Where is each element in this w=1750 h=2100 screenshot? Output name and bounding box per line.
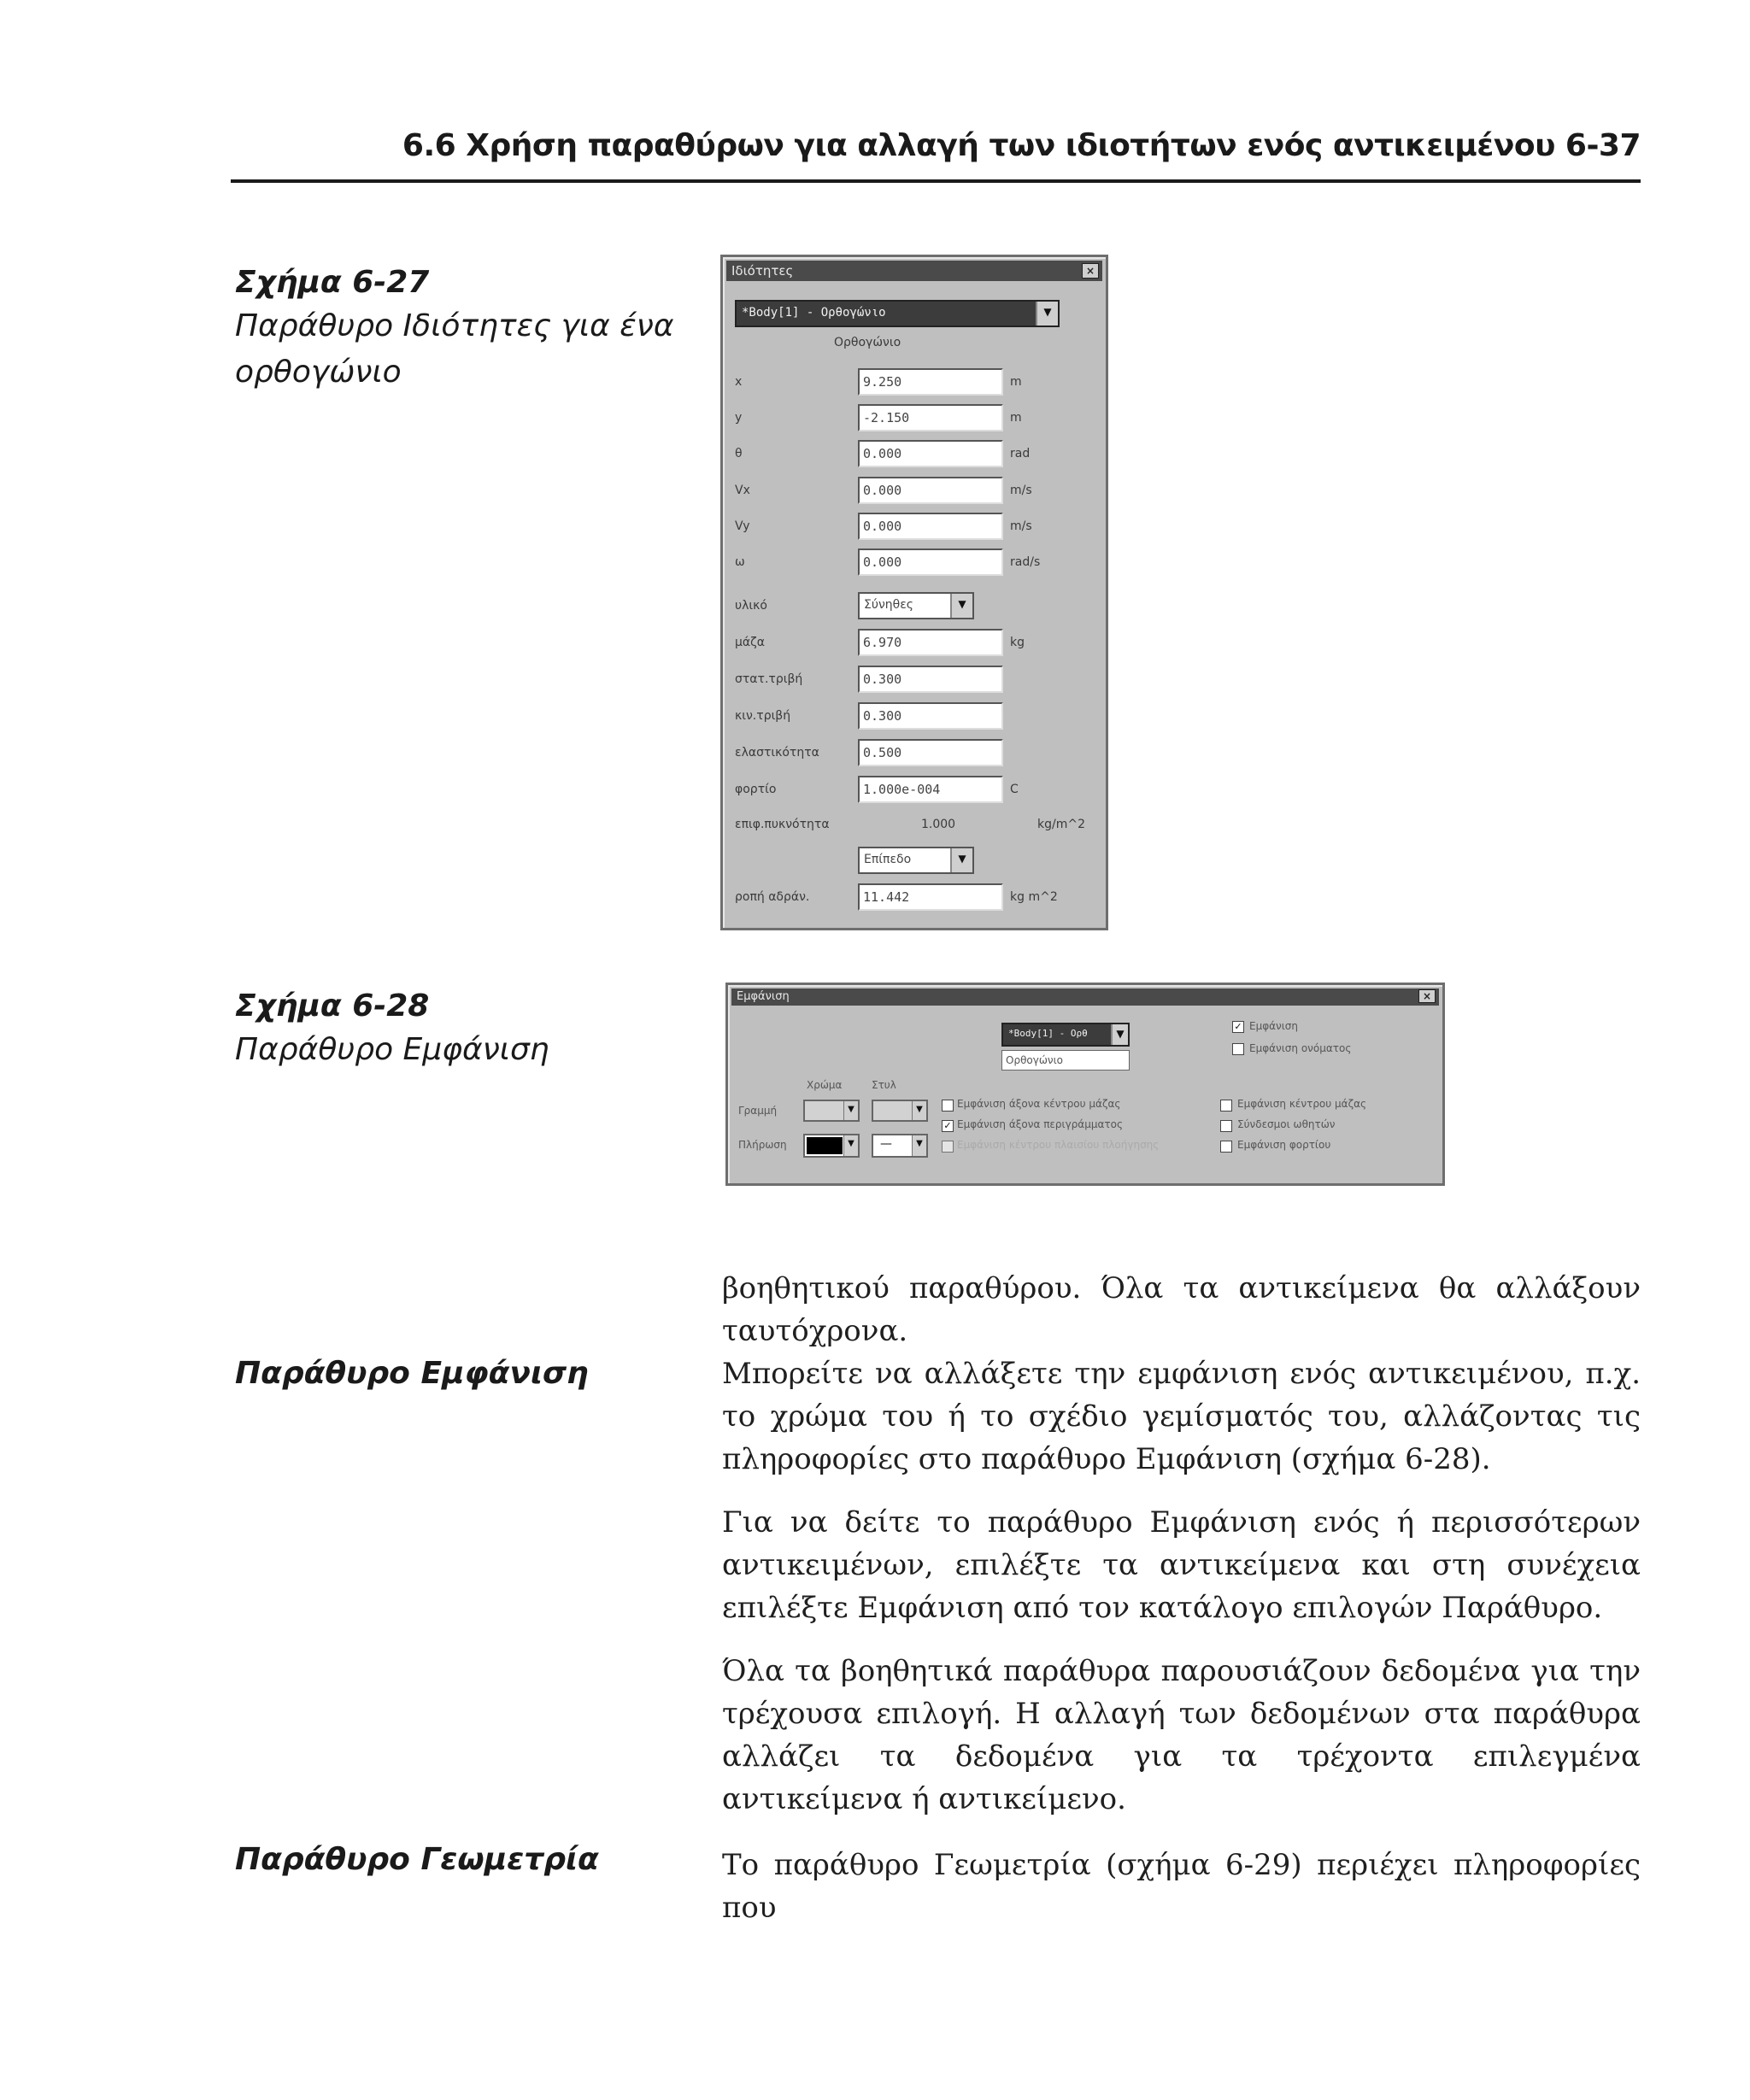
- object-select[interactable]: [735, 300, 1060, 327]
- show-charge-checkbox[interactable]: [1220, 1141, 1232, 1153]
- fill-color-swatch: [807, 1137, 843, 1154]
- chevron-down-icon[interactable]: ▼: [950, 594, 972, 618]
- chevron-down-icon[interactable]: ▼: [950, 848, 972, 872]
- close-icon[interactable]: ×: [1082, 263, 1099, 279]
- show-checkbox[interactable]: ✓: [1232, 1021, 1244, 1033]
- line-style-select[interactable]: [872, 1100, 928, 1122]
- paragraph-3: Για να δείτε το παράθυρο Εμφάνιση ενός ή περισσότερων αντικειμένων, επιλέξτε τα αντικείμενα και στη συνέχεια επιλέξτε Εμφάνιση από τον κατάλογο επιλογών Παράθυρο.: [722, 1505, 1641, 1625]
- properties-titlebar: [726, 261, 1102, 281]
- row-label: μάζα: [735, 636, 765, 649]
- style-column-header: Στυλ: [872, 1079, 896, 1091]
- appearance-window: [725, 983, 1445, 1186]
- line-row-label: Γραμμή: [738, 1105, 778, 1117]
- inertia-label: ροπή αδράν.: [735, 890, 810, 904]
- row-unit: m/s: [1010, 484, 1032, 497]
- density-value: 1.000: [921, 818, 956, 831]
- chevron-down-icon[interactable]: ▼: [912, 1101, 926, 1120]
- density-label: επιφ.πυκνότητα: [735, 818, 830, 831]
- show-center-of-mass-checkbox[interactable]: [1220, 1100, 1232, 1112]
- show-name-checkbox-label: Εμφάνιση ονόματος: [1249, 1042, 1352, 1054]
- material-value: Σύνηθες: [864, 598, 913, 612]
- row-label: ω: [735, 555, 745, 569]
- charge-field[interactable]: 1.000e-004: [858, 776, 1003, 803]
- paragraph-4: Όλα τα βοηθητικά παράθυρα παρουσιάζουν δεδομένα για την τρέχουσα επιλογή. Η αλλαγή των δεδομένων στα παράθυρα αλλάζει τα δεδομένα για τα τρέχοντα επιλεγμένα αντικείμενα ή αντικείμενο.: [722, 1654, 1641, 1816]
- fill-style-value: —: [880, 1137, 892, 1151]
- pusher-links-checkbox[interactable]: [1220, 1120, 1232, 1132]
- x-field[interactable]: 9.250: [858, 368, 1003, 396]
- fill-style-select[interactable]: [872, 1134, 928, 1158]
- appearance-object-value: *Body[1] - Ορθ: [1008, 1028, 1088, 1039]
- row-label: Vx: [735, 484, 750, 497]
- frame-center-checkbox[interactable]: [942, 1141, 954, 1153]
- properties-title: Ιδιότητες: [731, 263, 794, 279]
- row-label: x: [735, 375, 743, 389]
- color-column-header: Χρώμα: [807, 1079, 843, 1091]
- density-unit: kg/m^2: [1037, 818, 1085, 831]
- row-unit: m: [1010, 411, 1022, 425]
- center-of-mass-axis-checkbox[interactable]: [942, 1100, 954, 1112]
- material-label: υλικό: [735, 599, 767, 613]
- line-color-select[interactable]: [803, 1100, 860, 1122]
- appearance-title: Εμφάνιση: [737, 990, 790, 1003]
- row-label: στατ.τριβή: [735, 672, 803, 686]
- checkbox-label: Εμφάνιση κέντρου μάζας: [1237, 1098, 1367, 1110]
- close-icon[interactable]: ×: [1418, 989, 1436, 1003]
- figure-28-label: Σχήμα 6-28: [235, 988, 430, 1024]
- row-label: φορτίο: [735, 783, 777, 796]
- properties-subtitle: Ορθογώνιο: [834, 336, 901, 349]
- row-label: y: [735, 411, 743, 425]
- show-name-checkbox[interactable]: [1232, 1043, 1244, 1055]
- kinetic-friction-field[interactable]: 0.300: [858, 702, 1003, 730]
- fill-row-label: Πλήρωση: [738, 1139, 787, 1151]
- outline-axis-checkbox[interactable]: ✓: [942, 1120, 954, 1132]
- inertia-unit: kg m^2: [1010, 890, 1058, 904]
- row-label: κιν.τριβή: [735, 709, 791, 723]
- static-friction-field[interactable]: 0.300: [858, 666, 1003, 693]
- row-label: θ: [735, 447, 743, 460]
- figure-27-label: Σχήμα 6-27: [235, 265, 430, 300]
- paragraph-1: [722, 1267, 1641, 1352]
- vy-field[interactable]: 0.000: [858, 513, 1003, 540]
- checkbox-label: Εμφάνιση κέντρου πλαισίου πλοήγησης: [957, 1139, 1160, 1151]
- omega-field[interactable]: 0.000: [858, 548, 1003, 576]
- properties-window: [720, 255, 1108, 930]
- row-unit: C: [1010, 783, 1019, 796]
- checkbox-label: Εμφάνιση φορτίου: [1237, 1139, 1331, 1151]
- row-unit: rad: [1010, 447, 1031, 460]
- row-unit: kg: [1010, 636, 1025, 649]
- fill-color-select[interactable]: [803, 1134, 860, 1158]
- chevron-down-icon[interactable]: ▼: [843, 1135, 858, 1156]
- appearance-titlebar: [731, 988, 1439, 1006]
- show-checkbox-label: Εμφάνιση: [1249, 1020, 1299, 1032]
- mass-field[interactable]: 6.970: [858, 629, 1003, 656]
- material-select[interactable]: [858, 592, 974, 619]
- chevron-down-icon[interactable]: ▼: [843, 1101, 858, 1120]
- chevron-down-icon[interactable]: ▼: [1036, 302, 1058, 326]
- figure-28-caption: Παράθυρο Εμφάνιση: [235, 1032, 549, 1067]
- vx-field[interactable]: 0.000: [858, 477, 1003, 504]
- appearance-object-select[interactable]: [1001, 1023, 1130, 1047]
- object-select-value: *Body[1] - Ορθογώνιο: [742, 306, 886, 320]
- checkbox-label: Εμφάνιση άξονα περιγράμματος: [957, 1118, 1124, 1130]
- figure-27-caption-line1: Παράθυρο Ιδιότητες για ένα: [235, 308, 674, 343]
- paragraph-2: Μπορείτε να αλλάξετε την εμφάνιση ενός αντικειμένου, π.χ. το χρώμα του ή το σχέδιο γεμίσματός του, αλλάζοντας τις πληροφορίες στο παράθυρο Εμφάνιση (σχήμα 6-28).: [722, 1357, 1641, 1476]
- row-label: ελαστικότητα: [735, 746, 819, 760]
- chevron-down-icon[interactable]: ▼: [912, 1135, 926, 1156]
- body-text: [722, 1267, 1641, 1841]
- checkbox-label: Σύνδεσμοι ωθητών: [1237, 1118, 1336, 1130]
- header-title: 6.6 Χρήση παραθύρων για αλλαγή των ιδιοτήτων ενός αντικειμένου 6-37: [402, 128, 1641, 163]
- running-header: [231, 128, 1641, 183]
- figure-27-caption-line2: ορθογώνιο: [235, 355, 402, 390]
- paragraph-5: Το παράθυρο Γεωμετρία (σχήμα 6-29) περιέχει πληροφορίες που: [722, 1848, 1641, 1925]
- theta-field[interactable]: 0.000: [858, 440, 1003, 467]
- row-unit: rad/s: [1010, 555, 1041, 569]
- side-heading-geometry: Παράθυρο Γεωμετρία: [235, 1842, 599, 1877]
- y-field[interactable]: -2.150: [858, 404, 1003, 431]
- plane-select[interactable]: [858, 847, 974, 874]
- chevron-down-icon[interactable]: ▼: [1111, 1024, 1128, 1045]
- elasticity-field[interactable]: 0.500: [858, 739, 1003, 766]
- inertia-field[interactable]: 11.442: [858, 883, 1003, 911]
- body-text-geometry: [722, 1844, 1641, 1950]
- row-unit: m: [1010, 375, 1022, 389]
- row-label: Vy: [735, 519, 750, 533]
- row-unit: m/s: [1010, 519, 1032, 533]
- checkbox-label: Εμφάνιση άξονα κέντρου μάζας: [957, 1098, 1121, 1110]
- plane-value: Επίπεδο: [864, 853, 912, 866]
- appearance-subtitle: Ορθογώνιο: [1006, 1054, 1064, 1066]
- appearance-subtitle-box: [1001, 1050, 1130, 1071]
- paragraph-1-line1: βοηθητικού παραθύρου. Όλα τα αντικείμενα θα αλλάξουν: [722, 1271, 1641, 1305]
- paragraph-1-line2: ταυτόχρονα.: [722, 1314, 908, 1348]
- side-heading-appearance: Παράθυρο Εμφάνιση: [235, 1356, 589, 1391]
